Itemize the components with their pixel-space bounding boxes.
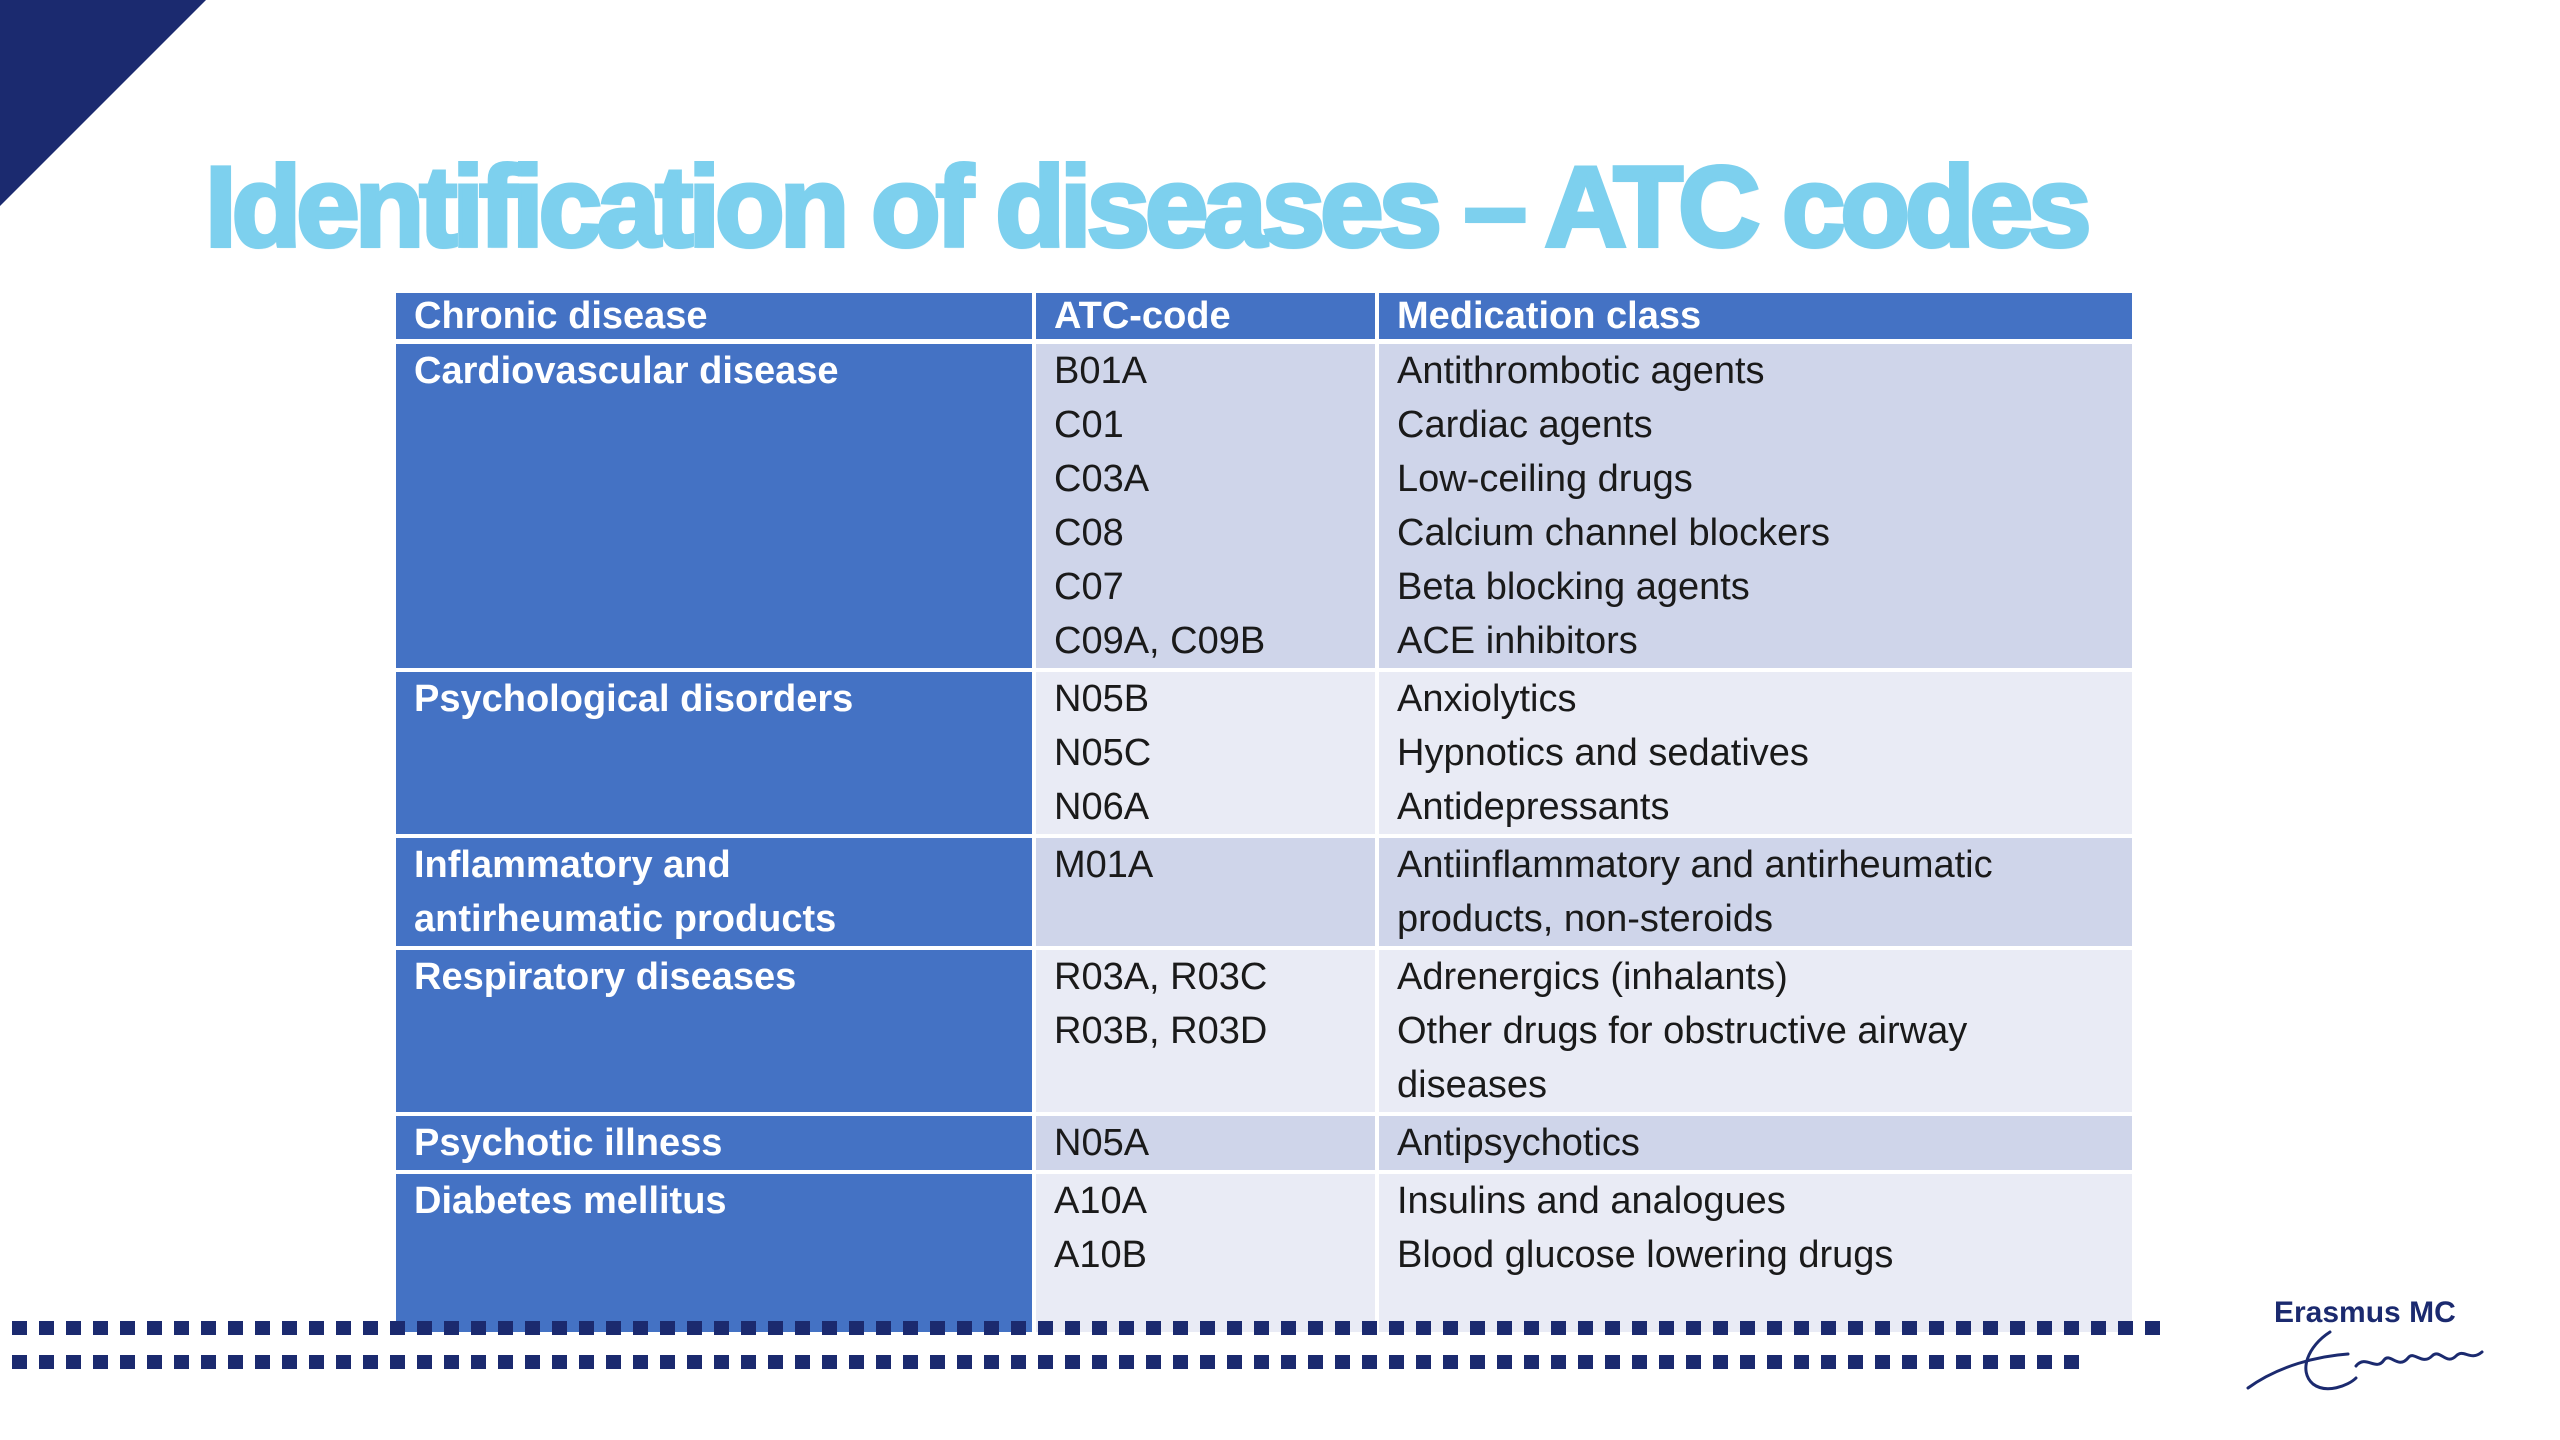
medication-class: Other drugs for obstructive airway xyxy=(1397,1010,1968,1052)
medication-class: Adrenergics (inhalants) xyxy=(1397,956,1788,998)
medication-class: Calcium channel blockers xyxy=(1397,512,1830,554)
atc-code: R03A, R03C xyxy=(1054,956,1268,998)
atc-code: N05A xyxy=(1054,1122,1150,1164)
atc-code: C01 xyxy=(1054,404,1124,446)
dotted-line-decoration xyxy=(12,1355,2084,1369)
atc-code-cell xyxy=(1032,672,1375,838)
medication-class: Anxiolytics xyxy=(1397,678,1577,720)
disease-cell xyxy=(396,344,1032,672)
atc-code: N05C xyxy=(1054,732,1152,774)
medication-class-cell xyxy=(1375,1116,2132,1174)
erasmus-mc-logo xyxy=(2238,1296,2488,1401)
disease-cell xyxy=(396,950,1032,1116)
table-row xyxy=(396,950,2132,1116)
medication-class: Antithrombotic agents xyxy=(1397,350,1765,392)
medication-class: Insulins and analogues xyxy=(1397,1180,1786,1222)
atc-code: N05B xyxy=(1054,678,1150,720)
medication-class-cell xyxy=(1375,1174,2132,1332)
atc-code: N06A xyxy=(1054,786,1150,828)
header-chronic-disease: Chronic disease xyxy=(396,293,1032,344)
atc-code-cell xyxy=(1032,1174,1375,1332)
medication-class-cell xyxy=(1375,344,2132,672)
medication-class: ACE inhibitors xyxy=(1397,620,1638,662)
medication-class: Hypnotics and sedatives xyxy=(1397,732,1809,774)
atc-code-cell xyxy=(1032,838,1375,950)
header-atc-code: ATC-code xyxy=(1032,293,1375,344)
disease-label: Psychotic illness xyxy=(414,1122,723,1164)
atc-codes-table xyxy=(396,293,2132,1332)
medication-class-cell xyxy=(1375,950,2132,1116)
table-row xyxy=(396,1174,2132,1332)
logo-wordmark: Erasmus MC xyxy=(2274,1296,2456,1329)
slide-title: Identification of diseases – ATC codes xyxy=(205,144,2087,271)
atc-code: A10B xyxy=(1054,1234,1147,1276)
atc-code-cell xyxy=(1032,1116,1375,1174)
dotted-line-decoration xyxy=(12,1321,2160,1335)
atc-code-cell xyxy=(1032,344,1375,672)
disease-cell xyxy=(396,1174,1032,1332)
disease-label: antirheumatic products xyxy=(414,898,837,940)
disease-label: Diabetes mellitus xyxy=(414,1180,727,1222)
table-header-row xyxy=(396,293,2132,344)
medication-class: Cardiac agents xyxy=(1397,404,1653,446)
medication-class: products, non-steroids xyxy=(1397,898,1773,940)
medication-class: Beta blocking agents xyxy=(1397,566,1750,608)
table-row xyxy=(396,344,2132,672)
table-row xyxy=(396,672,2132,838)
disease-cell xyxy=(396,1116,1032,1174)
disease-label: Respiratory diseases xyxy=(414,956,797,998)
disease-label: Inflammatory and xyxy=(414,844,731,886)
medication-class: Low-ceiling drugs xyxy=(1397,458,1693,500)
medication-class: Antiinflammatory and antirheumatic xyxy=(1397,844,1993,886)
atc-code-cell xyxy=(1032,950,1375,1116)
atc-code: C03A xyxy=(1054,458,1150,500)
atc-code: C08 xyxy=(1054,512,1124,554)
corner-triangle-decoration xyxy=(0,0,206,206)
atc-code: A10A xyxy=(1054,1180,1147,1222)
atc-code: C07 xyxy=(1054,566,1124,608)
disease-label: Cardiovascular disease xyxy=(414,350,839,392)
medication-class: Antipsychotics xyxy=(1397,1122,1640,1164)
medication-class: Blood glucose lowering drugs xyxy=(1397,1234,1894,1276)
atc-code: R03B, R03D xyxy=(1054,1010,1268,1052)
medication-class-cell xyxy=(1375,672,2132,838)
medication-class-cell xyxy=(1375,838,2132,950)
atc-code: B01A xyxy=(1054,350,1147,392)
table-row xyxy=(396,838,2132,950)
header-medication-class: Medication class xyxy=(1375,293,2132,344)
table-row xyxy=(396,1116,2132,1174)
atc-code: M01A xyxy=(1054,844,1154,886)
disease-label: Psychological disorders xyxy=(414,678,854,720)
medication-class: diseases xyxy=(1397,1064,1547,1106)
atc-code: C09A, C09B xyxy=(1054,620,1266,662)
medication-class: Antidepressants xyxy=(1397,786,1670,828)
disease-cell xyxy=(396,672,1032,838)
signature-icon xyxy=(2238,1326,2488,1401)
disease-cell xyxy=(396,838,1032,950)
